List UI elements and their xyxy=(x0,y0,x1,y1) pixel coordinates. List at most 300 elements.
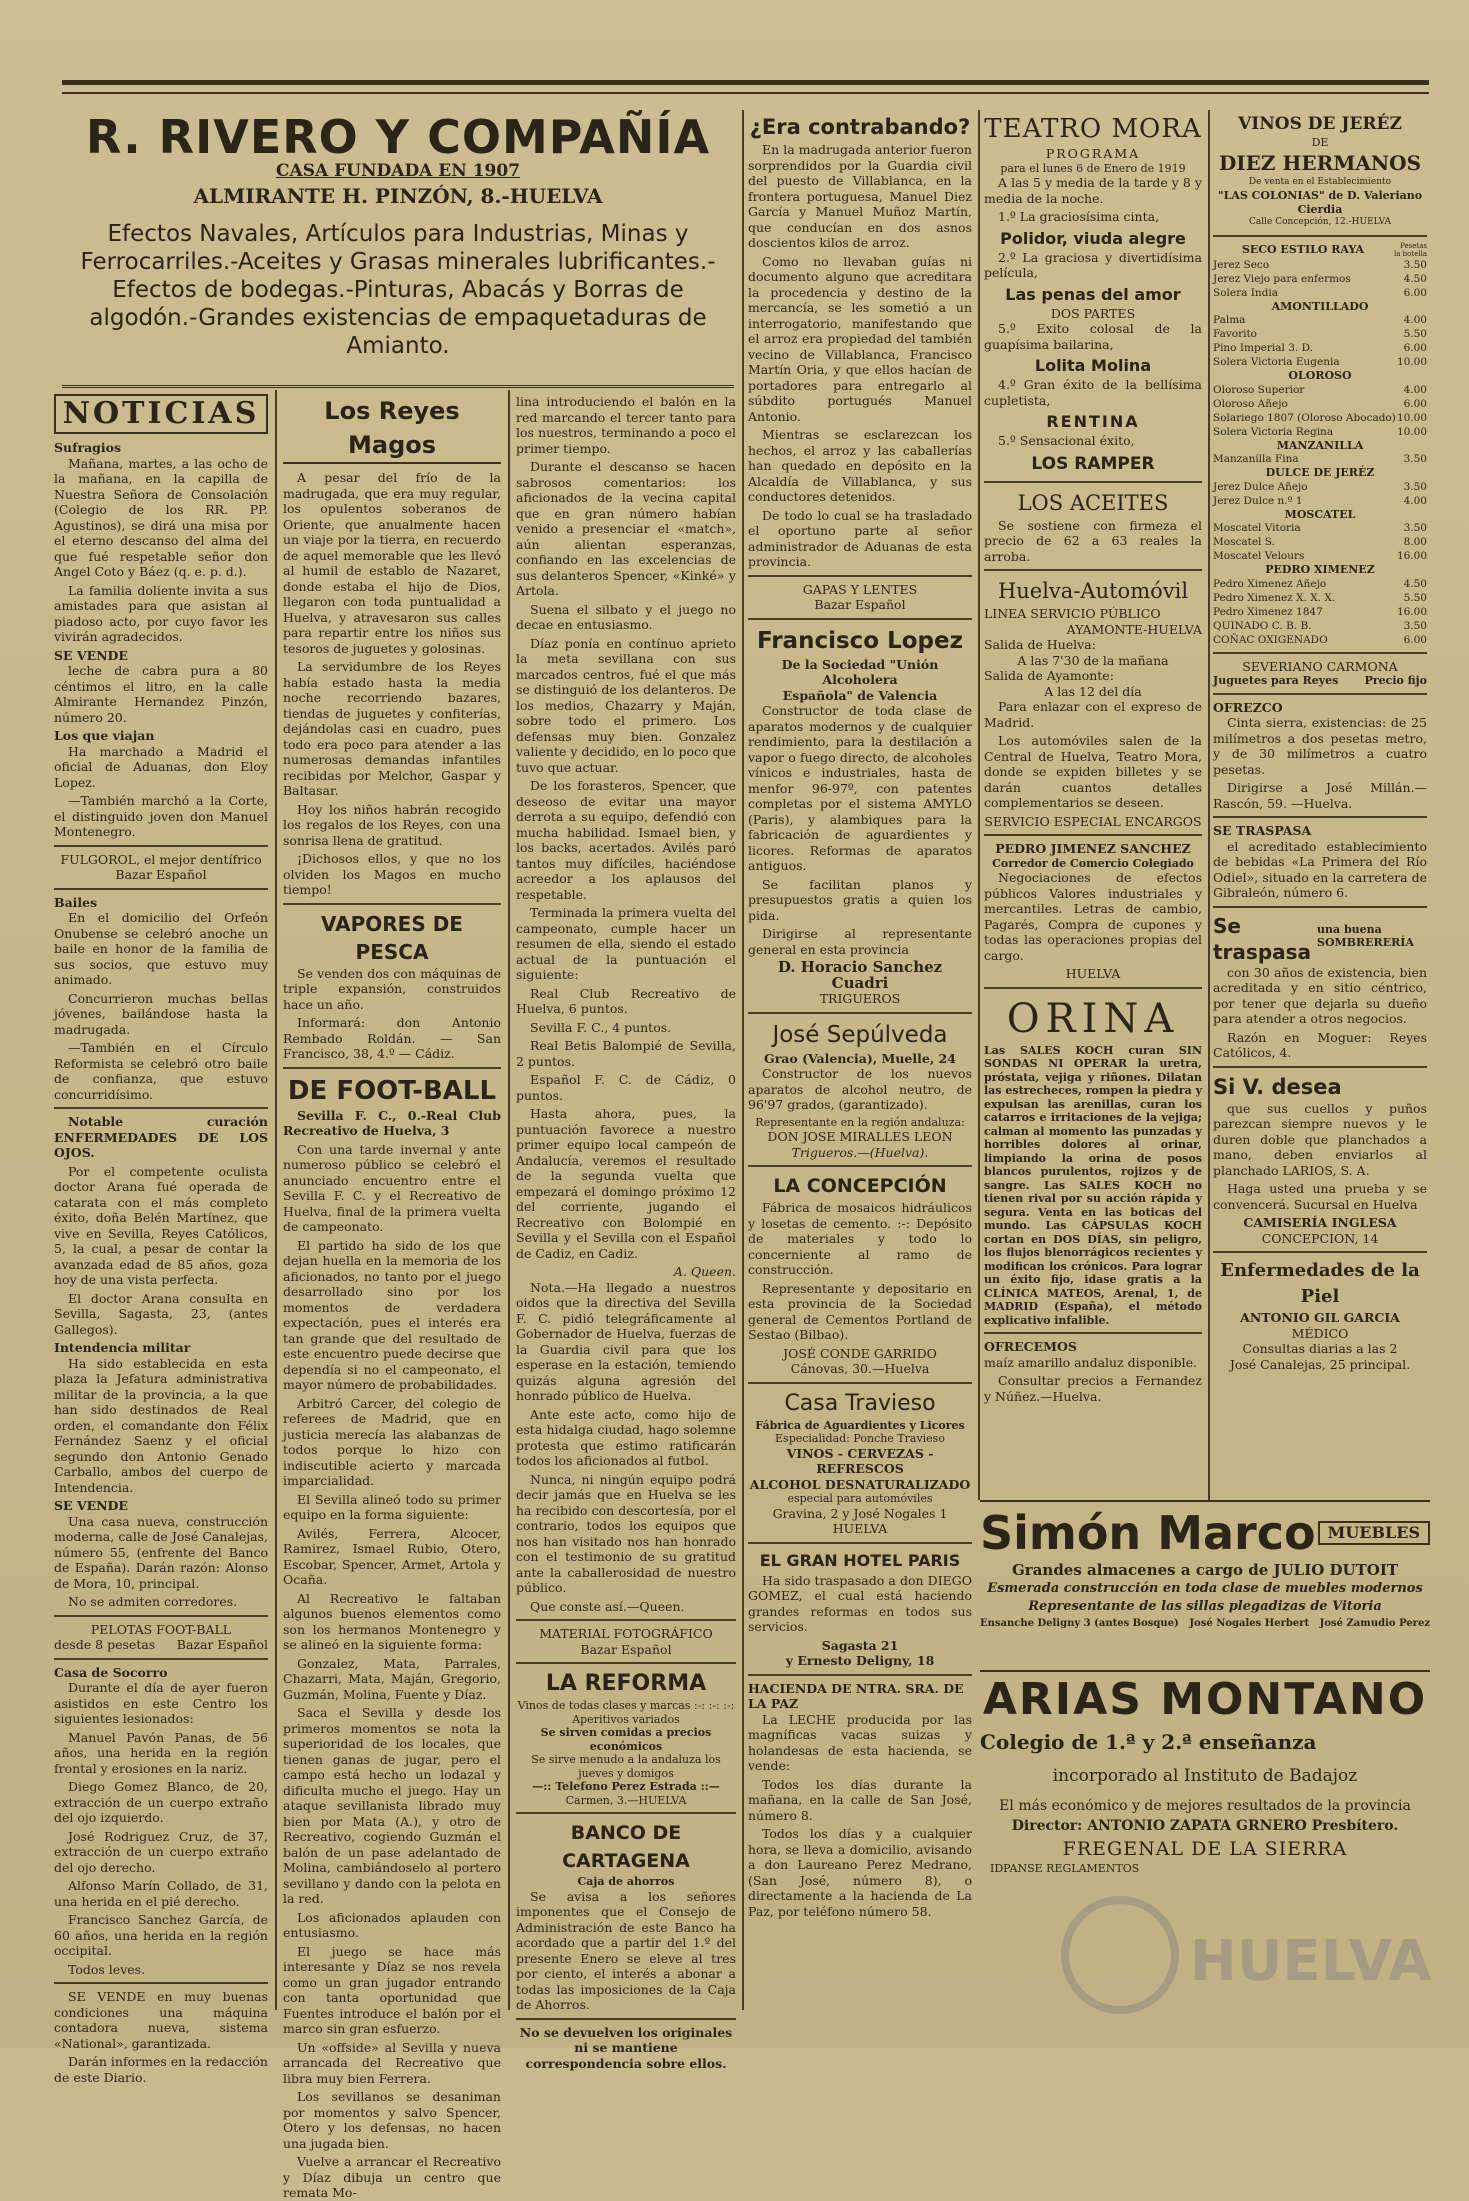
ad-line: Cánovas, 30.—Huelva xyxy=(790,1361,930,1376)
si-title: Si V. desea xyxy=(1213,1074,1342,1099)
paragraph: ¡Dichosos ellos, y que no los olviden los Magos en mucho tiempo! xyxy=(283,851,501,897)
vinos-address: Calle Concepción, 12.-HUELVA xyxy=(1249,217,1391,227)
wine-list-moscatel xyxy=(1213,521,1427,563)
column-rule xyxy=(508,390,510,2010)
section-heading: Casa de Socorro xyxy=(54,1664,168,1680)
paragraph: —También en el Círculo Reformista se celebró otro baile de confianza, que estuvo concurridísimo. xyxy=(54,1040,268,1102)
wine-row xyxy=(1213,619,1427,633)
fl-name: Francisco Lopez xyxy=(756,627,964,654)
column-rule xyxy=(275,390,277,2010)
paragraph: 5.º Exito colosal de la guapísima bailarina, xyxy=(984,321,1202,352)
paragraph: En el domicilio del Orfeón Onubense se celebró anoche un baile en honor de la familia de sus socios, que estuvo muy animado. xyxy=(54,910,268,987)
ad-line: Se sirve menudo a la andaluza los jueves y domigos xyxy=(531,1753,721,1780)
ad-line: Se sirven comidas a precios económicos xyxy=(540,1726,712,1753)
arias-line: Director: ANTONIO ZAPATA GRNERO Presbítero. xyxy=(1011,1818,1399,1834)
seal-text: HUELVA xyxy=(1190,1929,1432,1994)
ad-line: A las 12 del día xyxy=(1044,683,1142,699)
simon-line: Grandes almacenes a cargo de JULIO DUTOIT xyxy=(1011,1561,1399,1579)
wine-name: Moscatel S. xyxy=(1213,536,1275,548)
ad-line: Bazar Español xyxy=(115,867,207,882)
paragraph: Haga usted una prueba y se convencerá. Sucursal en Huelva xyxy=(1213,1181,1427,1212)
ad-line: HUELVA xyxy=(1065,966,1121,981)
paragraph: Manuel Pavón Panas, de 56 años, una herida en la región frontal y erosiones en la nariz. xyxy=(54,1729,268,1776)
ad-line: DON JOSE MIRALLES LEON xyxy=(767,1129,953,1144)
ad-line: MATERIAL FOTOGRÁFICO xyxy=(539,1626,713,1641)
paragraph: leche de cabra pura a 80 céntimos el litro, en la calle Almirante Hernandez Pinzón, número 20. xyxy=(54,663,268,725)
fl-rep: D. Horacio Sanchez Cuadri xyxy=(777,958,943,992)
paragraph: De todo lo cual se ha trasladado el oportuno parte al señor administrador de Aduanas de esta provincia. xyxy=(748,507,972,569)
foot-subtitle: Sevilla F. C., 0.-Real Club Recreativo de Huelva, 3 xyxy=(283,1107,501,1138)
wine-row xyxy=(1213,633,1427,647)
paragraph: Razón en Moguer: Reyes Católicos, 4. xyxy=(1213,1029,1427,1060)
wine-list-dulce xyxy=(1213,480,1427,508)
paris-title: EL GRAN HOTEL PARIS xyxy=(759,1550,961,1570)
paragraph: Díaz ponía en contínuo aprieto la meta sevillana con sus marcados centros, fué el que más se distinguió de los delanteros. De los medios, Chazarry y Maján, sobre todo el primero. Los defensas muy bien. Gonzalez valiente y decidido, en lo poco que tuvo que actuar. xyxy=(516,635,736,775)
vinos-brand: DIEZ HERMANOS xyxy=(1218,150,1422,175)
section-heading: Sufragios xyxy=(54,440,122,455)
paragraph: Todos los días y a cualquier hora, se lleva a domicilio, avisando a don Laureano Perez Medrano, (San José, número 8), o directamente a la hacienda de La Paz, por teléfono número 58. xyxy=(748,1826,972,1919)
column-rule xyxy=(1208,110,1210,1500)
ad-line: Vinos de todas clases y marcas :-: :-: :-: Aperitivos variados xyxy=(517,1699,735,1726)
js-name: José Sepúlveda xyxy=(772,1021,948,1048)
ad-line: —:: Telefono Perez Estrada ::— xyxy=(532,1780,720,1793)
paragraph: Hoy los niños habrán recogido los regalos de los Reyes, con una sonrisa llena de gratitud. xyxy=(283,801,501,848)
wine-price: 8.00 xyxy=(1403,536,1427,548)
section-heading: Notable curación ENFERMEDADES DE LOS OJOS. xyxy=(54,1114,268,1160)
simon-muebles: MUEBLES xyxy=(1318,1521,1430,1545)
ad-line: ANTONIO GIL GARCIA xyxy=(1240,1310,1400,1325)
wine-price: 4.50 xyxy=(1403,577,1427,590)
paragraph: Ha marchado a Madrid el oficial de Aduanas, don Eloy Lopez. xyxy=(54,743,268,790)
paragraph: No se admiten corredores. xyxy=(68,1594,238,1609)
standing: Real Club Recreativo de Huelva, 6 puntos. xyxy=(516,985,736,1016)
paragraph: Las SALES KOCH curan SIN SONDAS NI OPERAR la uretra, próstata, vejiga y riñones. Dilatan las estrecheces, rompen la piedra y expulsan las arenillas, curan los catarros e irritaciones de la vejiga; calman al momento las punzadas y horribles dolores al orinar, limpiando la orina de posos blancos purulentos, rojizos y de sangre. Las SALES KOCH no tienen rival por su acción rápida y segura. Venta en las boticas del mundo. Las CÁPSULAS KOCH cortan en DOS DÍAS, sin peligro, los flujos blenorrágicos recientes y modifican los crónicos. Para lograr un éxito fijo, idase gratis a la CLÍNICA MATEOS, Arenal, 1, de MADRID (España), el método explicativo infalible. xyxy=(984,1043,1202,1327)
paragraph: De los forasteros, Spencer, que deseoso de evitar una mayor derrota a su equipo, defendió con mucha habilidad. Ismael bien, y los backs, acertados. Avilés paró tantos muy difíciles, haciéndose acreedor a los aplausos del respetable. xyxy=(516,778,736,902)
paragraph: Que conste así.—Queen. xyxy=(530,1598,685,1614)
section-heading: Intendencia militar xyxy=(54,1340,191,1355)
standing: Sevilla F. C., 4 puntos. xyxy=(530,1019,672,1035)
ad-price: desde 8 pesetas xyxy=(54,1637,156,1652)
section-heading: HACIENDA DE NTRA. SRA. DE LA PAZ xyxy=(748,1680,964,1711)
archive-seal-icon xyxy=(1060,1880,1432,2030)
wine-price: 16.00 xyxy=(1396,605,1427,618)
trasp2-title: Se traspasa xyxy=(1213,913,1312,964)
wine-price: 10.00 xyxy=(1396,356,1427,368)
trasp2-header xyxy=(1213,913,1427,965)
wine-row xyxy=(1213,535,1427,549)
ad-line: José Canalejas, 25 principal. xyxy=(1229,1356,1411,1372)
ad-line: Sagasta 21 xyxy=(821,1637,899,1653)
wine-row xyxy=(1213,258,1427,272)
wine-price: 3.50 xyxy=(1403,453,1427,465)
vinos-category: SECO ESTILO RAYA xyxy=(1241,242,1365,256)
ad-line: FULGOROL, el mejor dentífrico xyxy=(60,851,262,867)
paragraph: Informará: don Antonio Rembado Roldán. — San Francisco, 38, 4.º — Cádiz. xyxy=(283,1015,501,1061)
wine-price: 5.50 xyxy=(1403,591,1427,604)
concepcion-title: LA CONCEPCIÓN xyxy=(773,1175,947,1197)
paragraph: 1.º La graciosísima cinta, xyxy=(998,209,1160,224)
paragraph: Francisco Sanchez García, de 60 años, una herida en la región occipital. xyxy=(54,1912,268,1958)
simon-line: José Zamudio Perez xyxy=(1319,1618,1430,1629)
noticias-title: NOTICIAS xyxy=(54,394,268,434)
wine-price: 10.00 xyxy=(1396,411,1427,424)
paragraph: Los sevillanos se desaniman por momentos y salvo Spencer, Otero y los defensas, no hacen una jugada bien. xyxy=(283,2089,501,2151)
paragraph: Nota.—Ha llegado a nuestros oidos que la directiva del Sevilla F. C. pidió telegráficamente al Gobernador de Huelva, fuerzas de la Guardia civil para que los esperase en la estación, temiendo quizás alguna agresión del honrado público de Huelva. xyxy=(516,1279,736,1403)
wine-row xyxy=(1213,577,1427,591)
vinos-category: MOSCATEL xyxy=(1284,507,1356,521)
paragraph: Se avisa a los señores imponentes que el Consejo de Administración de este Banco ha acordado que a partir del 1.º del presente Enero se eleve al tres por ciento, el interés a abonar a todas las imposiciones de la Caja de Ahorros. xyxy=(516,1888,736,2012)
wine-row xyxy=(1213,355,1427,369)
vinos-price-header: Pesetas la botella xyxy=(1394,241,1427,258)
ad-line: Gravina, 2 y José Nogales 1 xyxy=(772,1505,948,1521)
wine-list-oloroso xyxy=(1213,383,1427,439)
ad-line: CONCEPCION, 14 xyxy=(1261,1230,1379,1246)
simon-name: Simón Marco xyxy=(980,1506,1316,1560)
paragraph: El partido ha sido de los que dejan huella en la memoria de los aficionados, no tanto por el juego desarrollado sino por los momentos de verdadera expectación, pues el interés era tan grande que del resultado de este encuentro puede decirse que dependía si no el campeonato, el mayor número de probabilidades. xyxy=(283,1237,501,1392)
paragraph: El juego se hace más interesante y Díaz se nos revela como un gran jugador entrando con tanta oportunidad que Fuentes introduce el balón por el marco sin gran esfuerzo. xyxy=(283,1943,501,2036)
paragraph: Para enlazar con el expreso de Madrid. xyxy=(984,699,1202,730)
paragraph: Ante este acto, como hijo de esta hidalga ciudad, hago solemne protesta que estimo ratificarán todos los aficionados al futbol. xyxy=(516,1406,736,1468)
ad-line: Bazar Español xyxy=(814,597,906,612)
paragraph: que sus cuellos y puños parezcan siempre nuevos y le duren doble que planchados a mano, deben enviarlos al planchado LARIOS, S. A. xyxy=(1213,1100,1427,1178)
wine-price: 5.50 xyxy=(1403,328,1427,340)
wine-list-seco xyxy=(1213,258,1427,300)
paragraph: Ha sido traspasado a don DIEGO GOMEZ, el cual está haciendo grandes reformas en todos sus servicios. xyxy=(748,1572,972,1634)
wine-name: Pedro Ximenez 1847 xyxy=(1213,605,1323,618)
wine-list-amontillado xyxy=(1213,313,1427,369)
column-rule xyxy=(978,110,980,1500)
arias-line: FREGENAL DE LA SIERRA xyxy=(1062,1838,1348,1860)
ad-line: y Ernesto Deligny, 18 xyxy=(785,1653,935,1668)
paragraph: Representante y depositario en esta provincia de la Sociedad general de Cementos Portland de Sestao (Bilbao). xyxy=(748,1280,972,1342)
vinos-venta: De venta en el Establecimiento xyxy=(1248,176,1392,187)
simon-addresses xyxy=(980,1616,1430,1632)
wine-row xyxy=(1213,452,1427,466)
column-noticias xyxy=(54,394,268,2085)
wine-row xyxy=(1213,313,1427,327)
ad-line: MÉDICO xyxy=(1291,1325,1349,1341)
paragraph: Fábrica de mosaicos hidráulicos y losetas de cemento. :-: Depósito de materiales y todo lo concerniente al ramo de construcción. xyxy=(748,1200,972,1277)
wine-row xyxy=(1213,521,1427,535)
ad-line: Representante en la región andaluza: xyxy=(755,1115,965,1129)
paragraph: Se venden dos con máquinas de triple expansión, construidos hace un año. xyxy=(283,965,501,1012)
show-note: DOS PARTES xyxy=(1050,305,1136,321)
aceites-title: LOS ACEITES xyxy=(1017,490,1169,515)
ad-line: Bazar Español xyxy=(580,1641,672,1657)
paragraph: 4.º Gran éxito de la bellísima cupletista, xyxy=(984,377,1202,408)
paragraph: 2.º La graciosa y divertidísima película, xyxy=(984,249,1202,280)
column-rule xyxy=(742,110,744,2010)
reforma-title: LA REFORMA xyxy=(545,1671,707,1696)
simon-line: Representante de las sillas plegadizas de Vitoria xyxy=(1028,1599,1382,1614)
paragraph: Mañana, martes, a las ocho de la mañana, en la capilla de Nuestra Señora de Consolación (Colegio de los RR. PP. Agustinos), se dirá una misa por el eterno descanso del alma del que fué respetable señor don Angel Coto y Báez (q. e. p. d.). xyxy=(54,455,268,579)
sev-line: Precio fijo xyxy=(1364,674,1427,687)
wine-price: 3.50 xyxy=(1403,480,1427,493)
paragraph: Constructor de toda clase de aparatos modernos y de cualquier rendimiento, para la destilación a vapor o fuego directo, de alcoholes vínicos e industriales, hasta de menfor 96-97º, con patentes completas por el sistema AMYLO (Paris), y alambiques para la fabricación de aguardientes y licores. Reformas de aparatos antiguos. xyxy=(748,703,972,873)
standing: Español F. C. de Cádiz, 0 puntos. xyxy=(516,1072,736,1103)
ad-rivero xyxy=(62,110,734,382)
wine-name: Jerez Dulce n.º 1 xyxy=(1213,494,1303,507)
paragraph: Cinta sierra, existencias: de 25 milímetros a dos pesetas metro, y de 30 milímetros a cuatro pesetas. xyxy=(1213,715,1427,777)
wine-row xyxy=(1213,383,1427,397)
wine-price: 10.00 xyxy=(1396,425,1427,438)
fl-city: TRIGUEROS xyxy=(819,991,901,1006)
column-reyes xyxy=(283,394,501,2200)
auto-title: Huelva-Automóvil xyxy=(997,579,1189,603)
ad-line: HUELVA xyxy=(832,1521,888,1536)
ad-line: ALCOHOL DESNATURALIZADO xyxy=(749,1476,971,1492)
vinos-category: OLOROSO xyxy=(1288,369,1352,382)
section-heading: Bailes xyxy=(54,894,98,910)
arias-name: ARIAS MONTANO xyxy=(982,1674,1428,1725)
pj-title: PEDRO JIMENEZ SANCHEZ xyxy=(995,841,1191,856)
wine-price: 6.00 xyxy=(1403,342,1427,354)
paragraph: Todos los días durante la mañana, en la calle de San José, número 8. xyxy=(748,1776,972,1823)
rivero-body: Efectos Navales, Artículos para Industrias, Minas y Ferrocarriles.-Aceites y Grasas minerales lubrificantes.-Efectos de bodegas.-Pinturas, Abacás y Borras de algodón.-Grandes existencias de empaquetaduras de Amianto. xyxy=(80,220,716,359)
ad-line: SERVICIO ESPECIAL ENCARGOS xyxy=(984,813,1202,829)
paragraph: Arbitró Carcer, del colegio de referees de Madrid, que en justicia merecía las alabanzas de todos porque lo hizo con indiscutible acierto y marcada imparcialidad. xyxy=(283,1395,501,1488)
wine-row xyxy=(1213,591,1427,605)
paragraph: Darán informes en la redacción de este Diario. xyxy=(54,2054,268,2085)
wine-name: Pino Imperial 3. D. xyxy=(1213,342,1313,354)
foot-title: DE FOOT-BALL xyxy=(287,1075,497,1106)
section-heading: OFREZCO xyxy=(1213,699,1283,715)
wine-name: COÑAC OXIGENADO xyxy=(1213,633,1328,646)
show-title: Polidor, viuda alegre xyxy=(1000,228,1186,248)
wine-name: Jerez Viejo para enfermos xyxy=(1213,272,1351,285)
top-rule xyxy=(62,80,1429,85)
paragraph: Dirigirse al representante general en esta provincia xyxy=(748,926,972,957)
wine-row xyxy=(1213,549,1427,563)
simon-line: Esmerada construcción en toda clase de muebles modernos xyxy=(987,1581,1423,1596)
wine-name: Solera Victoria Eugenia xyxy=(1213,356,1340,368)
wine-price: 4.00 xyxy=(1403,494,1427,507)
paragraph: Hasta ahora, pues, la puntuación favorece a nuestro primer equipo local campeón de Andalucía, veremos el resultado de la segunda vuelta que empezará el domingo próximo 12 del corriente, jugando el Recreativo con Bolompié en Sevilla y el Sevilla con el Español de Cadiz, en Cadiz. xyxy=(516,1106,736,1261)
paragraph: Gonzalez, Mata, Parrales, Chazarri, Mata, Maján, Gregorio, Guzmán, Molina, Fuente y Díaz. xyxy=(283,1655,501,1702)
section-heading: SE VENDE xyxy=(54,1498,128,1513)
signature: A. Queen. xyxy=(673,1264,736,1279)
paragraph: Una casa nueva, construcción moderna, calle de José Canalejas, número 55, (enfrente del Banco de España). Darán razón: Alonso de Mora, 10, principal. xyxy=(54,1513,268,1591)
paragraph: Mientras se esclarezcan los hechos, el arroz y las caballerías han quedado en depósito en la Alcaldía de Villablanca, y sus conductores detenidos. xyxy=(748,427,972,504)
sev-title: SEVERIANO CARMONA xyxy=(1242,658,1398,674)
wine-name: Manzanilla Fina xyxy=(1213,453,1299,465)
wine-name: Solariego 1807 (Oloroso Abocado) xyxy=(1213,411,1396,424)
column-three xyxy=(516,394,736,2071)
paragraph: Negociaciones de efectos públicos Valores industriales y mercantiles. Letras de cambio, Pagarés, Compra de cupones y todas las operaciones propias del cargo. xyxy=(984,870,1202,963)
wine-price: 16.00 xyxy=(1396,550,1427,562)
wine-price: 4.00 xyxy=(1403,314,1427,326)
arias-line: incorporado al Instituto de Badajoz xyxy=(1052,1766,1358,1786)
ad-line: VINOS - CERVEZAS - REFRESCOS xyxy=(786,1445,934,1476)
vinos-title: VINOS DE JERÉZ xyxy=(1238,114,1402,134)
arias-line: El más económico y de mejores resultados de la provincia xyxy=(999,1798,1411,1814)
ad-line: JOSÉ CONDE GARRIDO xyxy=(783,1345,937,1361)
paragraph: lina introduciendo el balón en la red marcando el tercer tanto para los nuestros, terminando a poco el primer tiempo. xyxy=(516,394,736,456)
wine-row xyxy=(1213,272,1427,286)
paragraph: Dirigirse a José Millán.—Rascón, 59. —Huelva. xyxy=(1213,780,1427,811)
paragraph: José Rodriguez Cruz, de 37, extracción de un cuerpo extraño del ojo derecho. xyxy=(54,1828,268,1875)
wine-name: Oloroso Añejo xyxy=(1213,397,1288,410)
paragraph: A pesar del frío de la madrugada, que era muy regular, los opulentos soberanos de Oriente, que anualmente hacen un viaje por la tierra, en recuerdo de aquel memorable que les llevó al humil de establo de Nazaret, donde estaba el hijo de Dios, llegaron con toda puntualidad a Huelva, y atravesaron sus calles para repartir entre los niños sus tesoros de juguetes y golosinas. xyxy=(283,470,501,656)
paragraph: Consultar precios a Fernandez y Núñez.—Huelva. xyxy=(984,1373,1202,1404)
ad-line: LINEA SERVICIO PÚBLICO xyxy=(984,606,1161,621)
sev-row xyxy=(1213,674,1427,688)
wine-price: 4.00 xyxy=(1403,383,1427,396)
paragraph: Diego Gomez Blanco, de 20, extracción de un cuerpo extraño del ojo izquierdo. xyxy=(54,1779,268,1825)
vapores-title: VAPORES DE PESCA xyxy=(321,911,463,964)
ad-line: Especialidad: Ponche Travieso xyxy=(775,1432,945,1445)
wine-price: 3.50 xyxy=(1403,619,1427,632)
ad-pelotas xyxy=(54,1637,268,1653)
wine-name: Favorito xyxy=(1213,328,1258,340)
trasp2-sub: una buena SOMBRERERÍA xyxy=(1317,922,1414,949)
simon-line: José Nogales Herbert xyxy=(1189,1618,1310,1629)
arias-sub: Colegio de 1.ª y 2.ª enseñanza xyxy=(980,1730,1317,1754)
paragraph: Terminada la primera vuelta del campeonato, cumple hacer un resumen de ella, siendo el estado actual de la puntuación el siguiente: xyxy=(516,905,736,982)
orina-title: ORINA xyxy=(1006,995,1180,1042)
paragraph: Con una tarde invernal y ante numeroso público se celebró el anunciado encuentro entre el Sevilla F. C. y el Recreativo de Huelva, final de la primera vuelta de campeonato. xyxy=(283,1141,501,1234)
fl-society: De la Sociedad "Unión Alcoholera xyxy=(781,656,939,687)
ad-line: AYAMONTE-HUELVA xyxy=(1066,621,1202,637)
paragraph: El Sevilla alineó todo su primer equipo en la forma siguiente: xyxy=(283,1491,501,1522)
wine-price: 4.50 xyxy=(1403,272,1427,285)
paragraph: Constructor de los nuevos aparatos de alcohol neutro, de 96'97 grados, (garantizado). xyxy=(748,1066,972,1112)
paragraph: La familia doliente invita a sus amistades para que asistan al piadoso acto, por cuyo favor les vivirán agradecidos. xyxy=(54,582,268,644)
ad-line: PELOTAS FOOT-BALL xyxy=(90,1621,232,1637)
rivero-name: R. RIVERO Y COMPAÑÍA xyxy=(85,110,711,164)
paragraph: el acreditado establecimiento de bebidas «La Primera del Río Odiel», situado en la carretera de Gibraleón, número 6. xyxy=(1213,838,1427,900)
wine-price: 3.50 xyxy=(1403,522,1427,534)
wine-name: Jerez Seco xyxy=(1213,258,1270,271)
arias-line: IDPANSE REGLAMENTOS xyxy=(990,1862,1140,1875)
wine-name: Oloroso Superior xyxy=(1213,383,1305,396)
wine-price: 6.00 xyxy=(1403,286,1427,299)
paragraph: 5.º Sensacional éxito, xyxy=(998,433,1135,448)
wine-price: 6.00 xyxy=(1403,633,1427,646)
ad-line: Corredor de Comercio Colegiado xyxy=(992,856,1194,870)
paragraph: Los automóviles salen de la Central de Huelva, Teatro Mora, donde se expiden billetes y se darán cuantos detalles complementarios se deseen. xyxy=(984,733,1202,810)
wine-row xyxy=(1213,411,1427,425)
paragraph: La servidumbre de los Reyes había estado hasta la media noche recorriendo bazares, tiendas de juguetes y confiterías, dejándolas casi en cuadro, pues todo era poco para atender a las numerosas demandas infantiles recibidas por Melchor, Gaspar y Baltasar. xyxy=(283,659,501,798)
ad-line: Trigueros.—(Huelva). xyxy=(791,1144,929,1160)
wine-row xyxy=(1213,286,1427,300)
wine-row xyxy=(1213,605,1427,619)
show-title: Lolita Molina xyxy=(1034,356,1152,375)
section-heading: Los que viajan xyxy=(54,728,155,743)
paragraph: Durante el día de ayer fueron asistidos en este Centro los siguientes lesionados: xyxy=(54,1680,268,1726)
paragraph: Como no llevaban guías ni documento alguno que acreditara la procedencia y destino de la mercancía, se les sometió a un interrogatorio, manifestando que el arroz era propiedad del también vecino de Villablanca, Francisco Martín Oria, y que ellos hacían de portadores para entregarlo al súbdito portugués Manuel Antonio. xyxy=(748,253,972,424)
banco-subtitle: Caja de ahorros xyxy=(577,1875,675,1888)
paragraph: Por el competente oculista doctor Arana fué operada de catarata con el más completo éxito, doña Belén Martínez, que vive en Sevilla, Reyes Católicos, 5, la cual, a pesar de contar la avanzada edad de 85 años, goza hoy de una vista perfecta. xyxy=(54,1163,268,1287)
wine-list-pedro-ximenez xyxy=(1213,577,1427,647)
wine-name: Moscatel Velours xyxy=(1213,550,1305,562)
wine-name: QUINADO C. B. B. xyxy=(1213,619,1312,632)
ad-line: Fábrica de Aguardientes y Licores xyxy=(755,1418,965,1432)
ad-line: Salida de Ayamonte: xyxy=(984,668,1114,683)
paragraph: Los aficionados aplauden con entusiasmo. xyxy=(283,1909,501,1940)
vinos-category: PEDRO XIMENEZ xyxy=(1265,563,1375,576)
simon-line: Ensanche Deligny 3 (antes Bosque) xyxy=(980,1618,1179,1629)
wine-name: Solera India xyxy=(1213,286,1278,299)
wine-name: Palma xyxy=(1213,314,1246,326)
rivero-founded: CASA FUNDADA EN 1907 xyxy=(275,161,521,181)
ad-line: CAMISERÍA INGLESA xyxy=(1243,1215,1397,1230)
travieso-title: Casa Travieso xyxy=(784,1390,936,1416)
section-heading: SE VENDE xyxy=(54,647,128,663)
paragraph: Durante el descanso se hacen sabrosos comentarios: los aficionados de la vecina capital que en gran número habían venido a presenciar el «match», aún alientan esperanzas, confiando en las excelencias de sus delanteros Spencer, «Kinké» y Artola. xyxy=(516,459,736,598)
paragraph: Ha sido establecida en esta plaza la Jefatura administrativa militar de la provincia, a la que han sido destinados de Real orden, el comandante don Félix Fernández Saenz y el oficial segundo don Antonio Genado Carballo, ambos del cuerpo de Intendencia. xyxy=(54,1355,268,1495)
wine-name: Jerez Dulce Añejo xyxy=(1213,480,1308,493)
paragraph: A las 5 y media de la tarde y 8 y media de la noche. xyxy=(984,175,1202,206)
divider xyxy=(62,385,734,388)
top-rule-thin xyxy=(62,92,1429,94)
paragraph: maíz amarillo andaluz disponible. xyxy=(984,1354,1198,1370)
paragraph: Se sostiene con firmeza el precio de 62 a 63 reales la arroba. xyxy=(984,517,1202,564)
piel-title: Enfermedades de la Piel xyxy=(1220,1260,1420,1307)
vinos-header-row xyxy=(1213,242,1427,258)
column-four xyxy=(748,112,972,2008)
contrabando-title: ¿Era contrabando? xyxy=(749,115,971,139)
paragraph: En la madrugada anterior fueron sorprendidos por la Guardia civil del puesto de Villablanca, en la frontera portuguesa, Manuel Diez García y Manuel Muñoz Martín, que conducían en dos asnos doscientos kilos de arroz. xyxy=(748,142,972,250)
ad-line: especial para automóviles xyxy=(787,1492,933,1505)
vinos-category: MANZANILLA xyxy=(1276,438,1364,452)
ad-line: A las 7'30 de la mañana xyxy=(1017,652,1169,668)
paragraph: La LECHE producida por las magníficas vacas suizas y holandesas de esta hacienda, se vende: xyxy=(748,1711,972,1773)
show-title: RENTINA xyxy=(1046,412,1140,431)
wine-name: Pedro Ximenez X. X. X. xyxy=(1213,591,1336,604)
vinos-category: DULCE DE JERÉZ xyxy=(1265,466,1375,479)
wine-row xyxy=(1213,341,1427,355)
wine-list-manzanilla xyxy=(1213,452,1427,466)
wine-row xyxy=(1213,425,1427,439)
ad-line: Carmen, 3.—HUELVA xyxy=(565,1793,687,1807)
ad-arias-montano xyxy=(980,1670,1430,1912)
paragraph: Saca el Sevilla y desde los primeros momentos se nota la superioridad de los locales, que tienen ganas de jugar, pero el campo está hecho un lodazal y dificulta mucho el juego. Hay un ataque sevillanista librado muy bien por Mata (A.), y otro de Recreativo, cogiendo Guzmán el balón de un pase adelantado de Molina, cambiándoselo al portero sevillano y dando con la pelota en la red. xyxy=(283,1705,501,1906)
banco-title: BANCO DE CARTAGENA xyxy=(562,1822,690,1872)
vinos-shop: "LAS COLONIAS" de D. Valeriano Cierdia xyxy=(1217,189,1423,216)
rivero-address: ALMIRANTE H. PINZÓN, 8.-HUELVA xyxy=(193,183,603,208)
ad-line: Salida de Huelva: xyxy=(984,637,1096,652)
wine-name: Pedro Ximenez Añejo xyxy=(1213,577,1327,590)
fl-society: Española" de Valencia xyxy=(782,687,938,703)
paragraph: Se facilitan planos y presupuestos gratis a quien los pida. xyxy=(748,876,972,923)
standing: Real Betis Balompié de Sevilla, 2 puntos. xyxy=(516,1038,736,1069)
wine-price: 3.50 xyxy=(1403,258,1427,271)
paragraph: Concurrieron muchas bellas jóvenes, bailándose hasta la madrugada. xyxy=(54,990,268,1037)
teatro-title: TEATRO MORA xyxy=(984,114,1202,144)
wine-row xyxy=(1213,494,1427,508)
ad-line: Consultas diarias a las 2 xyxy=(1242,1341,1398,1356)
paragraph: con 30 años de existencia, bien acreditada y en sitio céntrico, por tener que dejarla su dueño para atender a otros negocios. xyxy=(1213,964,1427,1026)
column-six xyxy=(1213,112,1427,1492)
paragraph: Un «offside» al Sevilla y nueva arrancada del Recreativo que libra muy bien Ferrera. xyxy=(283,2039,501,2086)
ad-line: GAPAS Y LENTES xyxy=(802,581,918,597)
ad-shop: Bazar Español xyxy=(176,1637,268,1652)
reyes-title: Los Reyes Magos xyxy=(283,394,501,464)
section-heading: SE TRASPASA xyxy=(1213,823,1312,838)
vinos-category: AMONTILLADO xyxy=(1271,299,1369,313)
wine-row xyxy=(1213,480,1427,494)
paragraph: —También marchó a la Corte, el distinguido joven don Manuel Montenegro. xyxy=(54,793,268,839)
ad-simon-marco xyxy=(980,1500,1430,1662)
js-address: Grao (Valencia), Muelle, 24 xyxy=(764,1050,956,1066)
column-five xyxy=(984,112,1202,1492)
paragraph: Suena el silbato y el juego no decae en entusiasmo. xyxy=(516,601,736,632)
paragraph: No se devuelven los originales ni se mantiene correspondencia sobre ellos. xyxy=(519,2024,733,2071)
paragraph: Vuelve a arrancar el Recreativo y Díaz dibuja un centro que remata Mo- xyxy=(283,2154,501,2200)
paragraph: Todos leves. xyxy=(68,1961,146,1977)
paragraph: Alfonso Marín Collado, de 31, una herida en el pié derecho. xyxy=(54,1878,268,1909)
